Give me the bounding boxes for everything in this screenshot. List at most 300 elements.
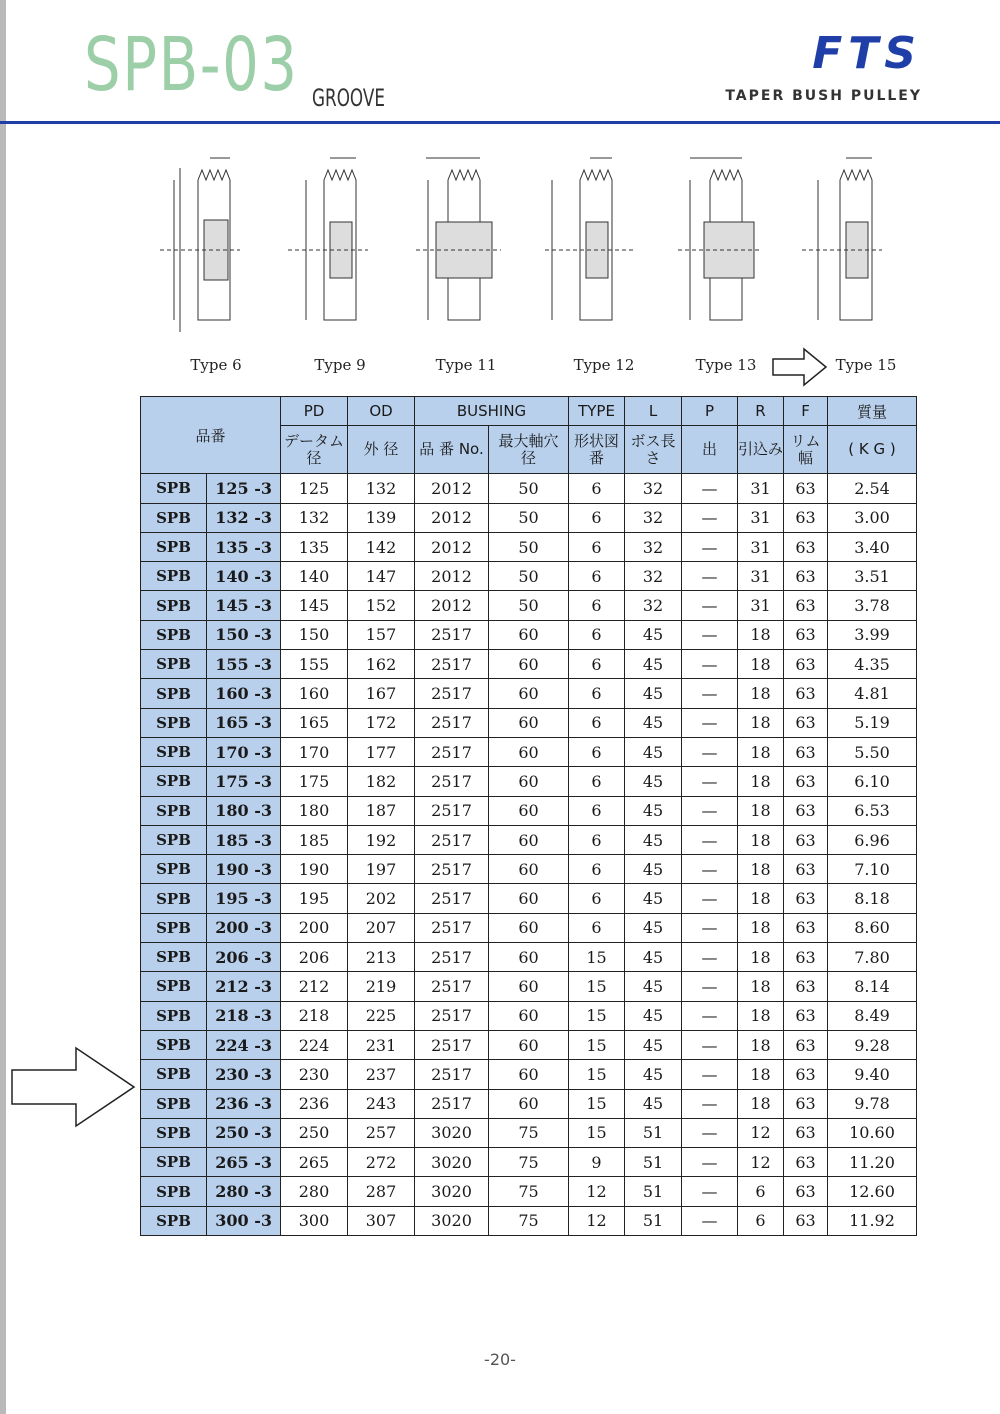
cell-series: SPB (141, 767, 207, 796)
table-row (141, 1060, 917, 1089)
cell-weight: 9.78 (828, 1089, 917, 1118)
cell-max-bore: 50 (489, 562, 569, 591)
cell-r: 18 (738, 884, 784, 913)
table-row (141, 1089, 917, 1118)
cell-weight: 3.00 (828, 503, 917, 532)
cell-pd: 125 (281, 474, 348, 503)
pulley-drawing-icon (278, 150, 378, 340)
cell-p: — (682, 1148, 738, 1177)
cell-p: — (682, 532, 738, 561)
cell-bushing-no: 2517 (415, 825, 489, 854)
cell-r: 12 (738, 1118, 784, 1147)
cell-weight: 5.19 (828, 708, 917, 737)
cell-r: 12 (738, 1148, 784, 1177)
cell-p: — (682, 796, 738, 825)
cell-bushing-no: 2517 (415, 884, 489, 913)
cell-type: 15 (569, 1118, 625, 1147)
cell-l: 51 (625, 1148, 682, 1177)
cell-pd: 132 (281, 503, 348, 532)
cell-series: SPB (141, 708, 207, 737)
cell-max-bore: 75 (489, 1206, 569, 1235)
cell-l: 45 (625, 620, 682, 649)
table-row (141, 972, 917, 1001)
cell-type: 6 (569, 855, 625, 884)
cell-type: 6 (569, 503, 625, 532)
cell-p: — (682, 1118, 738, 1147)
diagram-label: Type 15 (835, 356, 897, 374)
cell-bushing-no: 2517 (415, 855, 489, 884)
cell-max-bore: 60 (489, 1060, 569, 1089)
cell-pd: 300 (281, 1206, 348, 1235)
cell-f: 63 (784, 943, 828, 972)
cell-od: 237 (348, 1060, 415, 1089)
cell-p: — (682, 1030, 738, 1059)
cell-r: 18 (738, 620, 784, 649)
cell-series: SPB (141, 1030, 207, 1059)
page-subtitle: GROOVE (312, 84, 385, 112)
col-header-type: TYPE (569, 397, 625, 426)
col-header-od: OD (348, 397, 415, 426)
table-row (141, 591, 917, 620)
cell-bushing-no: 2012 (415, 474, 489, 503)
cell-od: 162 (348, 650, 415, 679)
table-row (141, 650, 917, 679)
pulley-drawing-icon (150, 150, 250, 340)
cell-max-bore: 75 (489, 1118, 569, 1147)
cell-f: 63 (784, 562, 828, 591)
cell-bushing-no: 2517 (415, 943, 489, 972)
cell-p: — (682, 679, 738, 708)
cell-r: 18 (738, 825, 784, 854)
cell-p: — (682, 591, 738, 620)
cell-pd: 175 (281, 767, 348, 796)
cell-size: 206 -3 (207, 943, 281, 972)
cell-pd: 250 (281, 1118, 348, 1147)
cell-pd: 165 (281, 708, 348, 737)
cell-l: 45 (625, 1001, 682, 1030)
cell-r: 18 (738, 796, 784, 825)
pulley-diagram-type-12 (540, 150, 640, 340)
cell-pd: 150 (281, 620, 348, 649)
table-row (141, 796, 917, 825)
cell-weight: 11.20 (828, 1148, 917, 1177)
cell-series: SPB (141, 562, 207, 591)
cell-f: 63 (784, 855, 828, 884)
table-row (141, 562, 917, 591)
cell-max-bore: 60 (489, 972, 569, 1001)
cell-size: 155 -3 (207, 650, 281, 679)
cell-pd: 230 (281, 1060, 348, 1089)
col-subheader-r: 引込み (738, 426, 784, 474)
cell-pd: 212 (281, 972, 348, 1001)
cell-bushing-no: 2517 (415, 620, 489, 649)
cell-type: 6 (569, 474, 625, 503)
cell-bushing-no: 2517 (415, 708, 489, 737)
cell-pd: 224 (281, 1030, 348, 1059)
col-header-part-no: 品番 (141, 397, 281, 474)
cell-p: — (682, 474, 738, 503)
cell-od: 202 (348, 884, 415, 913)
table-row (141, 620, 917, 649)
cell-bushing-no: 2012 (415, 562, 489, 591)
cell-series: SPB (141, 532, 207, 561)
cell-r: 31 (738, 532, 784, 561)
cell-weight: 6.53 (828, 796, 917, 825)
pulley-drawing-icon (790, 150, 890, 340)
cell-size: 195 -3 (207, 884, 281, 913)
cell-type: 15 (569, 1030, 625, 1059)
cell-pd: 180 (281, 796, 348, 825)
cell-l: 45 (625, 1060, 682, 1089)
pulley-diagram-type-9 (278, 150, 378, 340)
cell-bushing-no: 3020 (415, 1206, 489, 1235)
cell-series: SPB (141, 796, 207, 825)
cell-series: SPB (141, 591, 207, 620)
page-title: SPB-03 (84, 22, 299, 108)
cell-od: 139 (348, 503, 415, 532)
cell-f: 63 (784, 825, 828, 854)
cell-pd: 218 (281, 1001, 348, 1030)
table-row (141, 884, 917, 913)
cell-max-bore: 50 (489, 591, 569, 620)
cell-r: 18 (738, 708, 784, 737)
cell-series: SPB (141, 855, 207, 884)
cell-l: 45 (625, 796, 682, 825)
cell-max-bore: 60 (489, 884, 569, 913)
cell-f: 63 (784, 1118, 828, 1147)
cell-l: 51 (625, 1118, 682, 1147)
cell-od: 152 (348, 591, 415, 620)
cell-type: 6 (569, 532, 625, 561)
cell-od: 213 (348, 943, 415, 972)
pulley-diagram-type-6 (150, 150, 250, 340)
cell-max-bore: 50 (489, 532, 569, 561)
cell-l: 45 (625, 913, 682, 942)
cell-l: 45 (625, 737, 682, 766)
cell-od: 257 (348, 1118, 415, 1147)
cell-bushing-no: 2517 (415, 1001, 489, 1030)
table-row (141, 679, 917, 708)
cell-f: 63 (784, 1089, 828, 1118)
cell-type: 6 (569, 913, 625, 942)
cell-bushing-no: 2517 (415, 1030, 489, 1059)
col-header-p: P (682, 397, 738, 426)
pulley-diagram-type-11 (406, 150, 506, 340)
cell-od: 192 (348, 825, 415, 854)
cell-max-bore: 75 (489, 1177, 569, 1206)
table-row (141, 855, 917, 884)
cell-f: 63 (784, 679, 828, 708)
cell-series: SPB (141, 679, 207, 708)
cell-max-bore: 50 (489, 474, 569, 503)
table-row (141, 1206, 917, 1235)
cell-series: SPB (141, 620, 207, 649)
table-row (141, 1148, 917, 1177)
cell-p: — (682, 1206, 738, 1235)
cell-size: 212 -3 (207, 972, 281, 1001)
cell-size: 180 -3 (207, 796, 281, 825)
cell-type: 15 (569, 943, 625, 972)
cell-pd: 155 (281, 650, 348, 679)
cell-size: 165 -3 (207, 708, 281, 737)
cell-max-bore: 60 (489, 825, 569, 854)
cell-max-bore: 60 (489, 708, 569, 737)
cell-p: — (682, 708, 738, 737)
cell-series: SPB (141, 1148, 207, 1177)
table-row (141, 1118, 917, 1147)
cell-type: 6 (569, 591, 625, 620)
cell-r: 31 (738, 591, 784, 620)
cell-l: 45 (625, 884, 682, 913)
cell-bushing-no: 2012 (415, 532, 489, 561)
cell-weight: 3.99 (828, 620, 917, 649)
cell-pd: 140 (281, 562, 348, 591)
cell-type: 12 (569, 1206, 625, 1235)
cell-od: 132 (348, 474, 415, 503)
cell-p: — (682, 1001, 738, 1030)
cell-r: 18 (738, 1089, 784, 1118)
col-subheader-p: 出 (682, 426, 738, 474)
col-subheader-weight: ( K G ) (828, 426, 917, 474)
cell-series: SPB (141, 825, 207, 854)
brand-logo: FTS (812, 28, 922, 79)
cell-max-bore: 60 (489, 620, 569, 649)
cell-bushing-no: 2517 (415, 913, 489, 942)
diagram-label: Type 9 (314, 356, 366, 374)
cell-f: 63 (784, 708, 828, 737)
cell-bushing-no: 2012 (415, 591, 489, 620)
cell-series: SPB (141, 972, 207, 1001)
cell-size: 250 -3 (207, 1118, 281, 1147)
diagram-label: Type 11 (435, 356, 497, 374)
cell-f: 63 (784, 474, 828, 503)
cell-max-bore: 60 (489, 1001, 569, 1030)
cell-f: 63 (784, 620, 828, 649)
cell-r: 18 (738, 1060, 784, 1089)
cell-r: 6 (738, 1206, 784, 1235)
col-subheader-pd: データム 径 (281, 426, 348, 474)
cell-weight: 3.78 (828, 591, 917, 620)
cell-bushing-no: 2517 (415, 796, 489, 825)
cell-bushing-no: 3020 (415, 1148, 489, 1177)
cell-size: 135 -3 (207, 532, 281, 561)
pulley-drawing-icon (670, 150, 770, 340)
cell-weight: 9.28 (828, 1030, 917, 1059)
cell-type: 6 (569, 884, 625, 913)
cell-od: 219 (348, 972, 415, 1001)
cell-weight: 2.54 (828, 474, 917, 503)
pulley-diagram-type-13 (670, 150, 770, 340)
cell-type: 9 (569, 1148, 625, 1177)
cell-l: 32 (625, 591, 682, 620)
cell-series: SPB (141, 913, 207, 942)
cell-type: 15 (569, 1001, 625, 1030)
cell-weight: 4.81 (828, 679, 917, 708)
cell-r: 31 (738, 562, 784, 591)
cell-od: 225 (348, 1001, 415, 1030)
cell-p: — (682, 650, 738, 679)
col-header-r: R (738, 397, 784, 426)
cell-od: 307 (348, 1206, 415, 1235)
cell-max-bore: 60 (489, 855, 569, 884)
cell-r: 18 (738, 737, 784, 766)
cell-size: 230 -3 (207, 1060, 281, 1089)
cell-series: SPB (141, 1118, 207, 1147)
col-header-l: L (625, 397, 682, 426)
cell-type: 6 (569, 737, 625, 766)
cell-f: 63 (784, 972, 828, 1001)
page-number: -20- (484, 1350, 516, 1369)
cell-series: SPB (141, 1001, 207, 1030)
cell-p: — (682, 972, 738, 1001)
cell-bushing-no: 2517 (415, 767, 489, 796)
cell-weight: 9.40 (828, 1060, 917, 1089)
cell-type: 6 (569, 562, 625, 591)
cell-l: 45 (625, 1030, 682, 1059)
cell-p: — (682, 1089, 738, 1118)
cell-f: 63 (784, 1148, 828, 1177)
cell-od: 187 (348, 796, 415, 825)
cell-weight: 8.60 (828, 913, 917, 942)
cell-pd: 195 (281, 884, 348, 913)
pulley-diagram-type-15 (790, 150, 890, 340)
cell-l: 32 (625, 503, 682, 532)
cell-max-bore: 60 (489, 943, 569, 972)
diagram-label: Type 13 (695, 356, 757, 374)
cell-type: 15 (569, 1060, 625, 1089)
cell-bushing-no: 2517 (415, 737, 489, 766)
cell-r: 18 (738, 1001, 784, 1030)
cell-weight: 4.35 (828, 650, 917, 679)
cell-f: 63 (784, 1206, 828, 1235)
cell-pd: 135 (281, 532, 348, 561)
cell-series: SPB (141, 943, 207, 972)
cell-max-bore: 60 (489, 767, 569, 796)
cell-r: 6 (738, 1177, 784, 1206)
cell-od: 231 (348, 1030, 415, 1059)
cell-type: 15 (569, 1089, 625, 1118)
col-header-bushing: BUSHING (415, 397, 569, 426)
arrow-right-icon (10, 1046, 136, 1128)
col-header-weight: 質量 (828, 397, 917, 426)
cell-series: SPB (141, 1089, 207, 1118)
cell-bushing-no: 3020 (415, 1177, 489, 1206)
cell-max-bore: 60 (489, 1030, 569, 1059)
cell-pd: 145 (281, 591, 348, 620)
cell-p: — (682, 825, 738, 854)
cell-size: 265 -3 (207, 1148, 281, 1177)
cell-f: 63 (784, 884, 828, 913)
cell-p: — (682, 562, 738, 591)
cell-size: 236 -3 (207, 1089, 281, 1118)
cell-l: 45 (625, 855, 682, 884)
cell-weight: 7.80 (828, 943, 917, 972)
cell-l: 45 (625, 1089, 682, 1118)
cell-size: 125 -3 (207, 474, 281, 503)
cell-l: 45 (625, 972, 682, 1001)
cell-l: 32 (625, 562, 682, 591)
cell-pd: 190 (281, 855, 348, 884)
brand-tagline: TAPER BUSH PULLEY (725, 88, 922, 104)
cell-p: — (682, 737, 738, 766)
cell-max-bore: 60 (489, 1089, 569, 1118)
cell-max-bore: 60 (489, 796, 569, 825)
diagram-label: Type 12 (573, 356, 635, 374)
table-row (141, 767, 917, 796)
cell-p: — (682, 620, 738, 649)
cell-size: 140 -3 (207, 562, 281, 591)
cell-l: 45 (625, 943, 682, 972)
table-row (141, 1030, 917, 1059)
cell-series: SPB (141, 503, 207, 532)
cell-bushing-no: 2012 (415, 503, 489, 532)
cell-series: SPB (141, 474, 207, 503)
cell-r: 18 (738, 679, 784, 708)
page-edge (0, 0, 6, 1414)
cell-r: 18 (738, 1030, 784, 1059)
table-row (141, 943, 917, 972)
cell-od: 182 (348, 767, 415, 796)
table-row (141, 1177, 917, 1206)
cell-l: 51 (625, 1177, 682, 1206)
cell-f: 63 (784, 532, 828, 561)
cell-p: — (682, 855, 738, 884)
cell-f: 63 (784, 1001, 828, 1030)
cell-pd: 206 (281, 943, 348, 972)
diagram-label: Type 6 (190, 356, 242, 374)
table-row (141, 825, 917, 854)
cell-size: 224 -3 (207, 1030, 281, 1059)
cell-l: 32 (625, 532, 682, 561)
table-row (141, 737, 917, 766)
col-header-pd: PD (281, 397, 348, 426)
pulley-spec-table (140, 396, 917, 1236)
cell-weight: 11.92 (828, 1206, 917, 1235)
cell-size: 160 -3 (207, 679, 281, 708)
cell-type: 6 (569, 825, 625, 854)
col-subheader-type: 形状図番 (569, 426, 625, 474)
cell-max-bore: 60 (489, 679, 569, 708)
cell-weight: 8.49 (828, 1001, 917, 1030)
cell-pd: 236 (281, 1089, 348, 1118)
cell-l: 45 (625, 650, 682, 679)
cell-p: — (682, 1177, 738, 1206)
header-rule (0, 121, 1000, 124)
cell-f: 63 (784, 591, 828, 620)
cell-p: — (682, 767, 738, 796)
cell-od: 272 (348, 1148, 415, 1177)
cell-size: 200 -3 (207, 913, 281, 942)
cell-l: 45 (625, 708, 682, 737)
cell-type: 6 (569, 650, 625, 679)
table-row (141, 913, 917, 942)
cell-p: — (682, 943, 738, 972)
cell-weight: 12.60 (828, 1177, 917, 1206)
cell-bushing-no: 3020 (415, 1118, 489, 1147)
table-row (141, 1001, 917, 1030)
cell-pd: 280 (281, 1177, 348, 1206)
cell-weight: 7.10 (828, 855, 917, 884)
cell-max-bore: 60 (489, 650, 569, 679)
table-row (141, 708, 917, 737)
cell-p: — (682, 503, 738, 532)
cell-r: 18 (738, 767, 784, 796)
cell-type: 6 (569, 679, 625, 708)
col-header-f: F (784, 397, 828, 426)
col-subheader-bushing-no: 品 番 No. (415, 426, 489, 474)
cell-type: 6 (569, 767, 625, 796)
cell-weight: 6.10 (828, 767, 917, 796)
